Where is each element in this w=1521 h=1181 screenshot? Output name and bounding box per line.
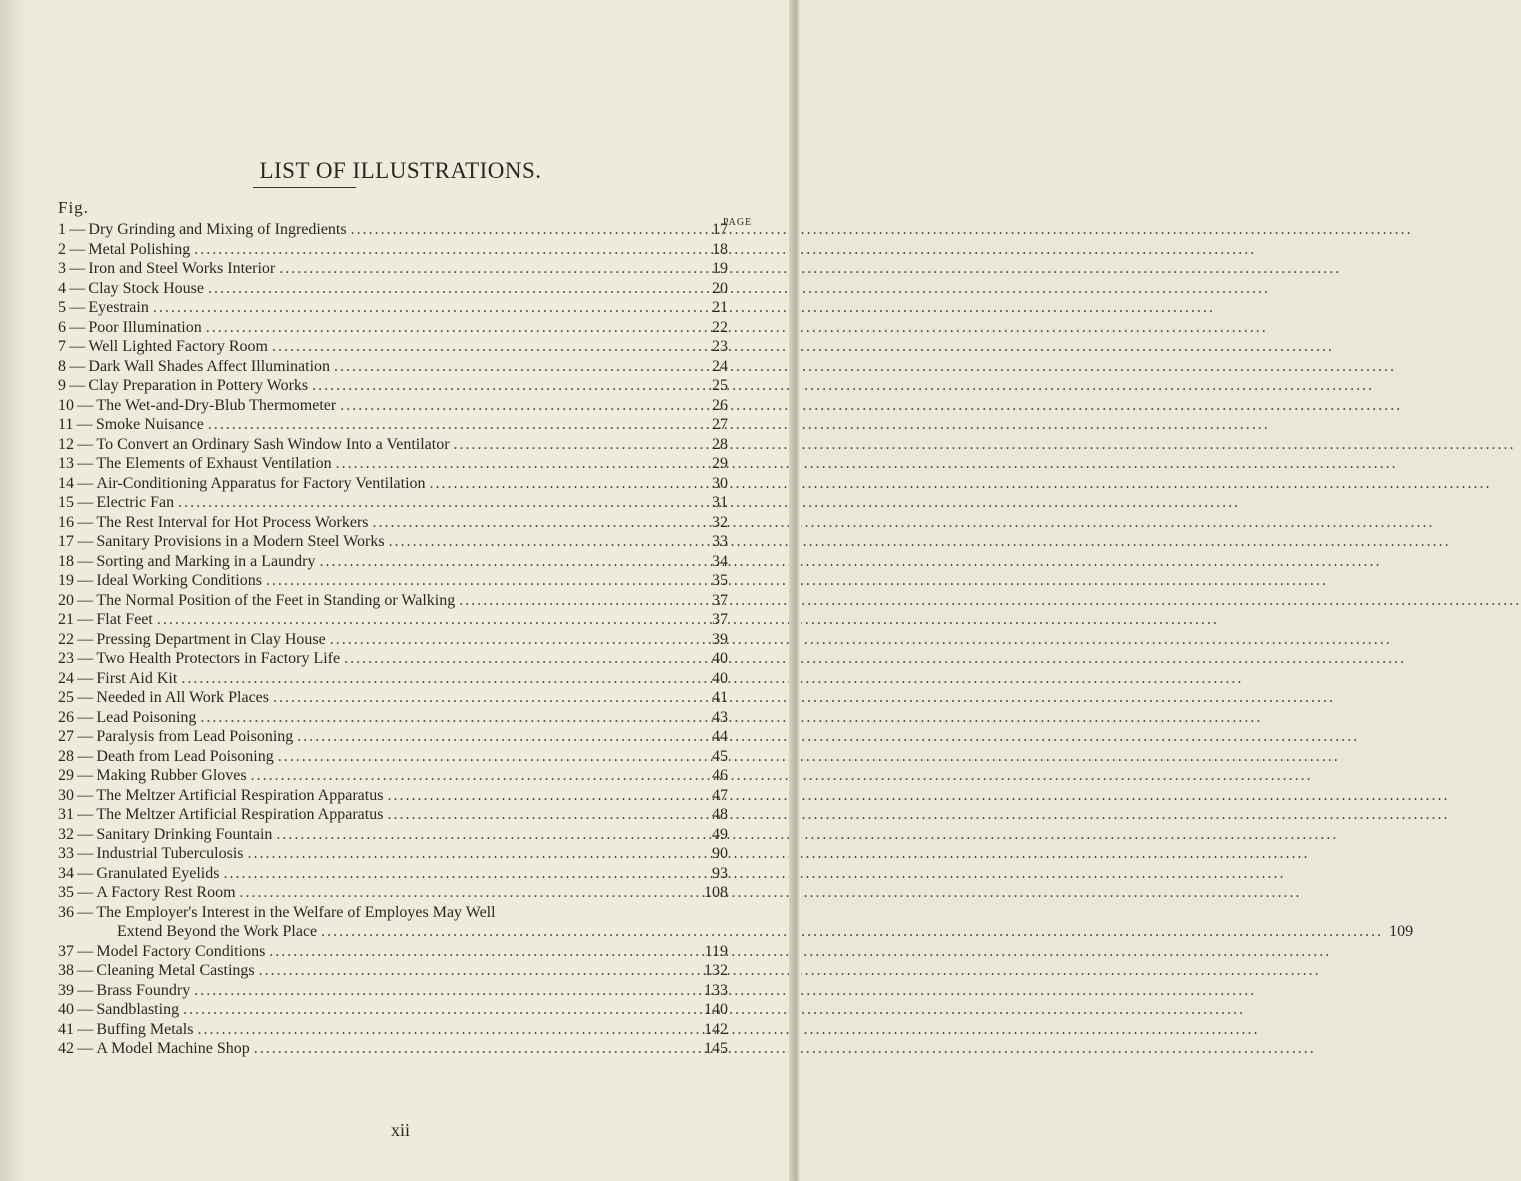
page-number: 43 xyxy=(712,708,728,726)
dot-leader xyxy=(208,279,698,299)
page-number: 37 xyxy=(712,611,728,628)
page-number: 26 xyxy=(712,396,728,414)
em-dash-separator: — xyxy=(74,962,97,979)
em-dash-separator: — xyxy=(74,1020,97,1038)
page-number: 21 xyxy=(712,299,728,316)
em-dash-separator: — xyxy=(74,494,97,511)
em-dash-separator: — xyxy=(74,435,97,453)
dot-leader xyxy=(278,747,698,767)
figure-number: 31 xyxy=(58,806,74,823)
dot-leader xyxy=(373,513,698,533)
figure-caption: Metal Polishing xyxy=(88,240,191,258)
list-item xyxy=(58,240,728,260)
list-item xyxy=(58,591,728,611)
dot-leader xyxy=(351,220,698,240)
list-item xyxy=(58,786,728,806)
dot-leader xyxy=(319,552,698,572)
page-number: 32 xyxy=(712,513,728,531)
em-dash-separator: — xyxy=(74,591,97,609)
em-dash-separator: — xyxy=(74,825,97,843)
figure-caption: Electric Fan xyxy=(96,494,175,511)
figure-caption: A Factory Rest Room xyxy=(96,884,236,901)
figure-number: 30 xyxy=(58,786,74,804)
em-dash-separator: — xyxy=(74,942,97,960)
figure-number: 22 xyxy=(58,630,74,648)
page-number: 90 xyxy=(712,845,728,862)
figure-caption: Paralysis from Lead Poisoning xyxy=(96,728,294,745)
list-item xyxy=(58,318,728,338)
dot-leader xyxy=(266,571,698,591)
dot-leader xyxy=(259,961,698,981)
figure-number: 18 xyxy=(58,552,74,570)
em-dash-separator: — xyxy=(74,650,97,667)
list-item xyxy=(58,708,728,728)
page-number: 40 xyxy=(712,669,728,687)
figure-number: 2 xyxy=(58,240,66,258)
figure-caption: Clay Preparation in Pottery Works xyxy=(88,377,309,394)
page-number: 24 xyxy=(712,357,728,375)
page-number: 48 xyxy=(712,806,728,823)
figure-caption: Lead Poisoning xyxy=(96,708,197,726)
page-number: 19 xyxy=(712,260,728,277)
figure-number: 42 xyxy=(58,1040,74,1057)
page-number: 17 xyxy=(712,221,728,238)
dot-leader xyxy=(454,435,698,455)
page-number: 28 xyxy=(712,435,728,453)
figure-caption: Making Rubber Gloves xyxy=(96,767,247,784)
page-number: 44 xyxy=(712,728,728,745)
figure-caption: Pressing Department in Clay House xyxy=(96,630,326,648)
list-item xyxy=(58,552,728,572)
list-item xyxy=(58,942,728,962)
figure-number: 21 xyxy=(58,611,74,628)
figure-caption: Flat Feet xyxy=(96,611,153,628)
list-item xyxy=(58,571,728,591)
em-dash-separator: — xyxy=(73,416,96,433)
dot-leader xyxy=(208,415,698,435)
em-dash-separator: — xyxy=(74,455,97,472)
list-item xyxy=(58,961,728,981)
figure-caption: Dark Wall Shades Affect Illumination xyxy=(88,357,331,375)
title-rule xyxy=(253,187,356,188)
em-dash-separator: — xyxy=(74,728,97,745)
dot-leader xyxy=(178,493,698,513)
em-dash-separator: — xyxy=(74,611,97,628)
figure-number: 29 xyxy=(58,767,74,784)
em-dash-separator: — xyxy=(66,318,89,336)
figure-caption: Sanitary Provisions in a Modern Steel Works xyxy=(96,533,385,550)
page-folio: xii xyxy=(390,1120,410,1140)
page-number: 30 xyxy=(712,474,728,492)
em-dash-separator: — xyxy=(74,786,97,804)
figure-caption: The Meltzer Artificial Respiration Apparatus xyxy=(96,786,384,804)
page-number: 31 xyxy=(712,494,728,511)
page-number: 46 xyxy=(712,767,728,784)
figure-number: 40 xyxy=(58,1001,74,1018)
dot-leader xyxy=(297,727,698,747)
page-number: 18 xyxy=(712,240,728,258)
figure-caption: Industrial Tuberculosis xyxy=(96,845,244,862)
page-number: 132 xyxy=(704,962,728,979)
list-item xyxy=(58,259,728,279)
list-item xyxy=(58,493,728,513)
figure-number: 10 xyxy=(58,396,74,414)
dot-leader xyxy=(312,376,698,396)
figure-caption: Poor Illumination xyxy=(88,318,202,336)
list-item xyxy=(58,376,728,396)
dot-leader xyxy=(273,688,698,708)
list-item xyxy=(58,337,728,357)
figure-caption: Death from Lead Poisoning xyxy=(96,747,274,765)
figure-number: 12 xyxy=(58,435,74,453)
list-item xyxy=(58,474,728,494)
dot-leader xyxy=(181,669,698,689)
list-item xyxy=(58,981,728,1001)
figure-number: 3 xyxy=(58,260,66,277)
list-item xyxy=(58,1000,728,1020)
dot-leader xyxy=(334,357,698,377)
list-item xyxy=(58,532,728,552)
figure-number: 34 xyxy=(58,864,74,882)
em-dash-separator: — xyxy=(66,338,89,355)
dot-leader xyxy=(272,337,698,357)
dot-leader xyxy=(223,864,698,884)
em-dash-separator: — xyxy=(74,903,97,921)
figure-caption: Well Lighted Factory Room xyxy=(88,338,268,355)
page-number: 33 xyxy=(712,533,728,550)
figure-caption: Sorting and Marking in a Laundry xyxy=(96,552,316,570)
list-item xyxy=(58,357,728,377)
em-dash-separator: — xyxy=(74,767,97,784)
figure-caption: A Model Machine Shop xyxy=(96,1040,250,1057)
dot-leader xyxy=(276,825,698,845)
dot-leader xyxy=(387,786,698,806)
dot-leader xyxy=(344,649,698,669)
dot-leader xyxy=(389,532,698,552)
page-number: 35 xyxy=(712,572,728,589)
figure-caption: The Wet-and-Dry-Blub Thermometer xyxy=(96,396,337,414)
figure-caption: Cleaning Metal Castings xyxy=(96,962,255,979)
figure-caption: The Employer's Interest in the Welfare of Employes May Well xyxy=(96,903,496,921)
list-item xyxy=(58,298,728,318)
page-number: 29 xyxy=(712,455,728,472)
list-item xyxy=(58,513,728,533)
list-item xyxy=(58,454,728,474)
em-dash-separator: — xyxy=(74,864,97,882)
list-item xyxy=(58,727,728,747)
figure-number: 6 xyxy=(58,318,66,336)
figure-number: 17 xyxy=(58,533,74,550)
figure-number: 37 xyxy=(58,942,74,960)
figure-number: 28 xyxy=(58,747,74,765)
figure-caption: Model Factory Conditions xyxy=(96,942,266,960)
em-dash-separator: — xyxy=(74,1040,97,1057)
page-number: 93 xyxy=(712,864,728,882)
page-number: 142 xyxy=(704,1020,728,1038)
page-number: 37 xyxy=(712,591,728,609)
em-dash-separator: — xyxy=(66,221,89,238)
dot-leader xyxy=(254,1039,698,1059)
figure-number: 35 xyxy=(58,884,74,901)
em-dash-separator: — xyxy=(74,552,97,570)
dot-leader xyxy=(387,805,698,825)
figure-caption: Two Health Protectors in Factory Life xyxy=(96,650,341,667)
figure-caption: To Convert an Ordinary Sash Window Into a Ventilator xyxy=(96,435,450,453)
em-dash-separator: — xyxy=(74,708,97,726)
dot-leader xyxy=(183,1000,698,1020)
list-item xyxy=(58,435,728,455)
dot-leader xyxy=(430,474,698,494)
list-item xyxy=(58,1039,728,1059)
dot-leader xyxy=(157,610,698,630)
page-number: 40 xyxy=(712,650,728,667)
figure-caption: Sandblasting xyxy=(96,1001,180,1018)
list-item xyxy=(58,766,728,786)
figure-caption: Brass Foundry xyxy=(96,981,191,999)
dot-leader xyxy=(200,708,698,728)
dot-leader xyxy=(340,396,698,416)
figure-number: 4 xyxy=(58,279,66,297)
dot-leader xyxy=(197,1020,698,1040)
figure-number: 11 xyxy=(58,416,74,433)
figure-number: 16 xyxy=(58,513,74,531)
page-number: 108 xyxy=(704,884,728,901)
figure-caption: The Elements of Exhaust Ventilation xyxy=(96,455,332,472)
em-dash-separator: — xyxy=(74,396,97,414)
figure-caption: Ideal Working Conditions xyxy=(96,572,262,589)
fig-column-label: Fig. xyxy=(58,198,89,217)
em-dash-separator: — xyxy=(66,260,89,277)
dot-leader xyxy=(279,259,698,279)
page-number: 20 xyxy=(712,279,728,297)
figure-caption-continued: Extend Beyond the Work Place xyxy=(117,923,318,940)
figure-number: 33 xyxy=(58,845,74,862)
page-number: 133 xyxy=(704,981,728,999)
em-dash-separator: — xyxy=(74,533,97,550)
dot-leader xyxy=(321,922,1383,942)
figure-caption: Granulated Eyelids xyxy=(96,864,220,882)
figure-number: 36 xyxy=(58,903,74,921)
figure-caption: Dry Grinding and Mixing of Ingredients xyxy=(88,221,347,238)
page-number: 27 xyxy=(712,416,728,433)
list-item xyxy=(58,825,728,845)
dot-leader xyxy=(336,454,698,474)
page-number: 109 xyxy=(1389,923,1414,940)
figure-number: 14 xyxy=(58,474,74,492)
page-number: 41 xyxy=(712,689,728,706)
em-dash-separator: — xyxy=(74,806,97,823)
figure-number: 13 xyxy=(58,455,74,472)
figure-number: 8 xyxy=(58,357,66,375)
figure-number: 27 xyxy=(58,728,74,745)
figure-caption: The Rest Interval for Hot Process Workers xyxy=(96,513,369,531)
em-dash-separator: — xyxy=(66,377,89,394)
em-dash-separator: — xyxy=(74,572,97,589)
em-dash-separator: — xyxy=(66,279,89,297)
page-edge xyxy=(789,0,801,1181)
dot-leader xyxy=(240,883,698,903)
em-dash-separator: — xyxy=(74,845,97,862)
list-item xyxy=(58,1020,728,1040)
list-item xyxy=(58,805,728,825)
dot-leader xyxy=(194,981,698,1001)
figure-caption: Eyestrain xyxy=(88,299,149,316)
page-number: 49 xyxy=(712,825,728,843)
em-dash-separator: — xyxy=(74,1001,97,1018)
dot-leader xyxy=(194,240,698,260)
page-number: 47 xyxy=(712,786,728,804)
list-item xyxy=(58,747,728,767)
dot-leader xyxy=(251,766,698,786)
figure-caption: The Meltzer Artificial Respiration Apparatus xyxy=(96,806,384,823)
em-dash-separator: — xyxy=(74,884,97,901)
page-number: 34 xyxy=(712,552,728,570)
list-item xyxy=(58,279,728,299)
em-dash-separator: — xyxy=(74,747,97,765)
figure-number: 26 xyxy=(58,708,74,726)
figure-number: 20 xyxy=(58,591,74,609)
list-item xyxy=(58,220,728,240)
dot-leader xyxy=(248,844,698,864)
figure-number: 1 xyxy=(58,221,66,238)
list-item xyxy=(58,415,728,435)
figure-number: 32 xyxy=(58,825,74,843)
figure-number: 15 xyxy=(58,494,74,511)
list-item xyxy=(58,669,728,689)
page-number: 39 xyxy=(712,630,728,648)
figure-caption: Buffing Metals xyxy=(96,1020,194,1038)
page-number: 23 xyxy=(712,338,728,355)
figure-number: 38 xyxy=(58,962,74,979)
dot-leader xyxy=(206,318,698,338)
list-item xyxy=(58,903,1414,942)
list-item xyxy=(58,864,728,884)
page-title: LIST OF ILLUSTRATIONS. xyxy=(259,158,542,183)
figure-number: 39 xyxy=(58,981,74,999)
list-item xyxy=(58,630,728,650)
figure-number: 7 xyxy=(58,338,66,355)
em-dash-separator: — xyxy=(74,474,97,492)
figure-caption: Air-Conditioning Apparatus for Factory Ventilation xyxy=(96,474,426,492)
list-item xyxy=(58,688,728,708)
page-number: 25 xyxy=(712,377,728,394)
page-number: 22 xyxy=(712,318,728,336)
figure-number: 25 xyxy=(58,689,74,706)
em-dash-separator: — xyxy=(74,689,97,706)
page-column-label: PAGE xyxy=(723,217,753,228)
dot-leader xyxy=(153,298,698,318)
dot-leader xyxy=(330,630,698,650)
page-number: 145 xyxy=(704,1040,728,1057)
page-number: 119 xyxy=(704,942,728,960)
figure-caption: First Aid Kit xyxy=(96,669,178,687)
em-dash-separator: — xyxy=(66,357,89,375)
list-item xyxy=(58,649,728,669)
figure-number: 23 xyxy=(58,650,74,667)
figure-caption: Clay Stock House xyxy=(88,279,204,297)
dot-leader xyxy=(459,591,698,611)
figure-number: 19 xyxy=(58,572,74,589)
figure-caption: Sanitary Drinking Fountain xyxy=(96,825,273,843)
figure-number: 41 xyxy=(58,1020,74,1038)
list-item xyxy=(58,883,728,903)
list-item xyxy=(58,610,728,630)
figure-caption: The Normal Position of the Feet in Standing or Walking xyxy=(96,591,456,609)
em-dash-separator: — xyxy=(74,513,97,531)
figure-caption: Iron and Steel Works Interior xyxy=(88,260,276,277)
em-dash-separator: — xyxy=(74,669,97,687)
list-item xyxy=(58,844,728,864)
em-dash-separator: — xyxy=(66,299,89,316)
figure-number: 9 xyxy=(58,377,66,394)
em-dash-separator: — xyxy=(74,630,97,648)
figure-caption: Needed in All Work Places xyxy=(96,689,270,706)
page-number: 45 xyxy=(712,747,728,765)
em-dash-separator: — xyxy=(74,981,97,999)
figure-caption: Smoke Nuisance xyxy=(95,416,204,433)
em-dash-separator: — xyxy=(66,240,89,258)
page-number: 140 xyxy=(704,1001,728,1018)
figure-number: 24 xyxy=(58,669,74,687)
figure-number: 5 xyxy=(58,299,66,316)
dot-leader xyxy=(269,942,698,962)
list-item xyxy=(58,396,728,416)
